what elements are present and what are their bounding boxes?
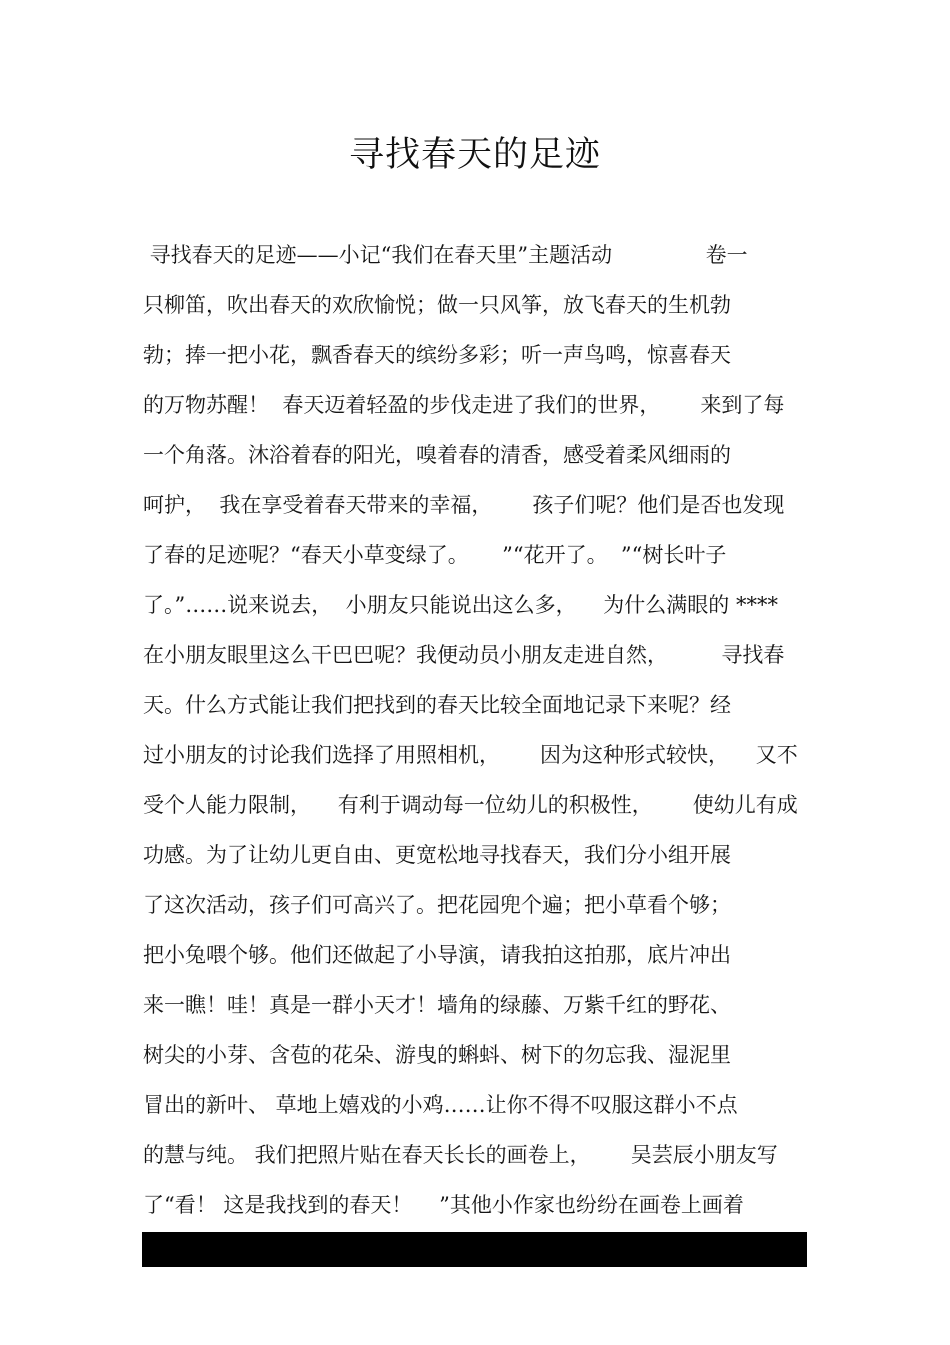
- body-line: 了“看！ 这是我找到的春天！ ”其他小作家也纷纷在画卷上画着: [143, 1193, 744, 1217]
- body-line: 寻找春天的足迹——小记“我们在春天里”主题活动 卷一: [143, 243, 748, 267]
- body-line: 树尖的小芽、含苞的花朵、游曳的蝌蚪、树下的勿忘我、湿泥里: [143, 1043, 731, 1067]
- body-line: 的慧与纯。 我们把照片贴在春天长长的画卷上， 吴芸辰小朋友写: [143, 1143, 778, 1167]
- body-line: 来一瞧！哇！真是一群小天才！墙角的绿藤、万紫千红的野花、: [143, 993, 731, 1017]
- body-line: 勃；捧一把小花，飘香春天的缤纷多彩；听一声鸟鸣，惊喜春天: [143, 343, 731, 367]
- body-line: 了春的足迹呢？“春天小草变绿了。 ”“花开了。 ”“树长叶子: [143, 543, 727, 567]
- body-line: 过小朋友的讨论我们选择了用照相机， 因为这种形式较快， 又不: [143, 743, 798, 767]
- document-title: 寻找春天的足迹: [348, 135, 601, 175]
- redaction-bar: [142, 1232, 807, 1267]
- body-line: 一个角落。沐浴着春的阳光，嗅着春的清香，感受着柔风细雨的: [143, 443, 731, 467]
- body-line: 功感。为了让幼儿更自由、更宽松地寻找春天，我们分小组开展: [143, 843, 731, 867]
- body-line: 只柳笛，吹出春天的欢欣愉悦；做一只风筝，放飞春天的生机勃: [143, 293, 731, 317]
- body-line: 冒出的新叶、 草地上嬉戏的小鸡……让你不得不叹服这群小不点: [143, 1093, 738, 1117]
- body-line: 了。”……说来说去， 小朋友只能说出这么多， 为什么满眼的 ****: [143, 593, 778, 617]
- document-body: [143, 230, 813, 1230]
- body-line: 呵护， 我在享受着春天带来的幸福， 孩子们呢？他们是否也发现: [143, 493, 785, 517]
- body-line: 了这次活动，孩子们可高兴了。把花园兜个遍；把小草看个够；: [143, 893, 731, 917]
- body-line: 的万物苏醒！ 春天迈着轻盈的步伐走进了我们的世界， 来到了每: [143, 393, 785, 417]
- body-line: 把小兔喂个够。他们还做起了小导演，请我拍这拍那，底片冲出: [143, 943, 731, 967]
- body-line: 在小朋友眼里这么干巴巴呢？我便动员小朋友走进自然， 寻找春: [143, 643, 785, 667]
- body-line: 天。什么方式能让我们把找到的春天比较全面地记录下来呢？经: [143, 693, 731, 717]
- body-line: 受个人能力限制， 有利于调动每一位幼儿的积极性， 使幼儿有成: [143, 793, 798, 817]
